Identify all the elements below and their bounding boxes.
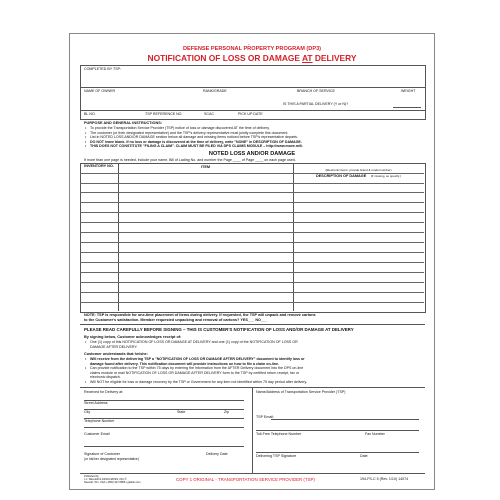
telephone-line[interactable]	[84, 427, 244, 428]
col-item: ITEM	[200, 165, 211, 169]
noted-heading: NOTED LOSS AND/OR DAMAGE	[208, 151, 296, 157]
understand-list	[84, 380, 307, 385]
table-row[interactable]	[80, 252, 424, 253]
tsp-signature-label: Delivering TSP Signature	[256, 454, 297, 458]
table-row[interactable]	[80, 222, 424, 223]
completed-by-label: COMPLETED BY TSP:	[84, 67, 122, 71]
form-title	[70, 53, 434, 63]
branch-label[interactable]: BRANCH OF SERVICE	[297, 89, 335, 93]
understand-item-cont: electronic dispatch.	[90, 375, 121, 379]
table-row[interactable]	[80, 272, 424, 273]
form-number: 194-FS-C 5 (Rev. 1/10) 14074	[360, 477, 409, 481]
table-row[interactable]	[80, 262, 424, 263]
pickup-date-label[interactable]: PICK UP DATE	[238, 112, 263, 116]
purpose-item: • To provide the Transportation Service Provider (TSP) notice of loss or damage discovered AT the time of delivery.	[84, 126, 303, 131]
table-row[interactable]	[80, 212, 424, 213]
bottom-divider	[252, 387, 253, 473]
note-line-1: NOTE: TSP is responsible for one-time placement of items during delivery. If requested, the TSP will unpack and remove cartons	[84, 313, 316, 317]
understand-item-cont: claims module or mail NOTIFICATION OF LOSS OR DAMAGE AFTER DELIVERY form to the TSP by certified return receipt, fax or	[90, 370, 300, 375]
fax-label: Fax Number	[365, 432, 385, 436]
city-label: City	[84, 410, 91, 414]
weight-label[interactable]: WEIGHT	[401, 89, 416, 93]
zip-label: Zip	[224, 410, 229, 414]
partial-delivery-line[interactable]	[393, 107, 421, 108]
email-line[interactable]	[84, 446, 244, 447]
table-row[interactable]	[80, 173, 424, 174]
publisher-line-2: J.J. KELLER & ASSOCIATES, INC.®	[84, 478, 127, 481]
divider	[80, 87, 425, 88]
col-desc-note: (If missing, so specify.)	[370, 174, 401, 178]
tsp-date-label: Date	[360, 454, 368, 458]
received-line[interactable]	[84, 400, 244, 401]
purpose-heading: PURPOSE AND GENERAL INSTRUCTIONS:	[84, 121, 163, 125]
table-row[interactable]	[80, 232, 424, 233]
receipt-item-cont: DAMAGE AFTER DELIVERY.	[90, 344, 138, 349]
signature-sub-label: (or his/her designated representative)	[84, 456, 139, 461]
tsp-email-label: TSP Email:	[256, 415, 274, 419]
table-row[interactable]	[80, 202, 424, 203]
col-divider	[118, 163, 119, 311]
understand-item-cont: damage found after delivery. This notification document will provide instructions on how to file a claim on-line.	[90, 361, 280, 366]
divider	[80, 110, 425, 111]
table-row[interactable]	[80, 282, 424, 283]
street-label: Street Address	[84, 401, 108, 405]
table-row[interactable]	[80, 192, 424, 193]
receipt-item: • One (1) copy of this NOTIFICATION OF LOSS OR DAMAGE AT DELIVERY and one (1) copy of the NOTIFICATION OF LOSS OR	[84, 340, 298, 345]
purpose-list	[84, 126, 303, 149]
purpose-item: • The customer (or their designated representative) and the TSP's delivery representative must jointly complete this document.	[84, 131, 303, 136]
rank-grade-label[interactable]: RANK/GRADE	[203, 89, 227, 93]
col-desc: DESCRIPTION OF DAMAGE	[316, 174, 367, 178]
form-title-pre: NOTIFICATION OF LOSS OR DAMAGE	[147, 53, 302, 63]
by-signing: By signing below, Customer acknowledges receipt of:	[84, 335, 182, 339]
understand-item: • Will receive from the delivering TSP a "NOTIFICATION OF LOSS OR DAMAGE AFTER DELIVERY" document to identify loss or	[84, 357, 305, 362]
program-title: DEFENSE PERSONAL PROPERTY PROGRAM (DP3)	[182, 46, 322, 52]
tsp-name-label: Name/Address of Transportation Service Provider (TSP)	[256, 390, 346, 394]
toll-free-label: Toll-Free Telephone Number	[256, 432, 302, 436]
header-dash: –	[248, 42, 250, 46]
tsp-email-line[interactable]	[271, 419, 419, 420]
divider	[80, 473, 425, 474]
table-row[interactable]	[80, 242, 424, 243]
damage-table	[80, 163, 426, 313]
signature-label: Signature of Customer	[84, 452, 120, 456]
col-inventory: INVENTORY NO.	[84, 164, 114, 168]
telephone-label: Telephone Number	[84, 419, 115, 423]
divider	[80, 324, 425, 325]
understand-item: • Will NOT be eligible for loss or damage recovery by the TSP or Government for any item not identified within 75 day period after delivery.	[84, 380, 307, 385]
purpose-item: • DO NOT leave blank. If no loss or damage is discovered at the time of delivery, write "NONE" in DESCRIPTION OF DAMAGE.	[84, 140, 303, 145]
copy-designation: COPY 1 ORIGINAL - TRANSPORTATION SERVICE PROVIDER (TSP)	[176, 477, 315, 482]
col-desc-sub: (Electronic items, provide brand & model number)	[325, 168, 392, 172]
table-row[interactable]	[80, 183, 424, 184]
form-title-at: AT	[302, 53, 313, 63]
partial-delivery-label[interactable]: IS THIS A PARTIAL DELIVERY (Y or N)?	[283, 102, 349, 106]
publisher-line-3: Neenah, WI • USA • (800) 327-6868 • jjkeller.com	[84, 481, 141, 484]
understands: Customer understands that he/she:	[84, 352, 148, 356]
phone-fax-line[interactable]	[256, 430, 419, 431]
bl-no-label[interactable]: BL NO.	[84, 112, 96, 116]
ack-heading: PLEASE READ CAREFULLY BEFORE SIGNING – THIS IS CUSTOMER'S NOTIFICATION OF LOSS AND/OR DAMAGE AT DELIVERY	[84, 327, 354, 332]
tsp-signature-line[interactable]	[256, 452, 419, 453]
table-row[interactable]	[80, 292, 424, 293]
noted-instruction: If more than one page is needed, include your name, Bill of Lading No. and number the Page ____ of Page ____ on each page used.	[84, 158, 296, 162]
owner-name-label[interactable]: NAME OF OWNER	[84, 89, 116, 93]
understand-item: • Can provide notification to the TSP within 75 days by entering the information from the AFTER Delivery document into the DPS on-line	[84, 366, 303, 371]
col-divider	[293, 163, 294, 311]
purpose-item: • List in NOTED LOSS AND/OR DAMAGE section below all damage and missing items noticed before TSP's representative departs.	[84, 135, 303, 140]
tsp-ref-label[interactable]: TSP REFERENCE NO.	[145, 112, 183, 116]
delivery-date-label: Delivery Date	[206, 452, 228, 456]
form-page	[69, 33, 435, 490]
received-by-label: Received for Delivery at:	[84, 390, 124, 394]
email-label: Customer Email	[84, 432, 110, 436]
purpose-item: • THIS DOES NOT CONSTITUTE "FILING A CLAIM". CLAIM MUST BE FILED VIA DPS CLAIMS MODULE – http://www.move.mil/.	[84, 144, 303, 149]
form-title-post: DELIVERY	[312, 53, 357, 63]
street-line[interactable]	[84, 409, 244, 410]
table-row[interactable]	[80, 302, 424, 303]
scac-label[interactable]: SCAC	[204, 112, 214, 116]
note-line-2: to the Customer's satisfaction. Member requested unpacking and removal of cartons? YES___ NO___	[84, 318, 268, 322]
state-label: State	[177, 410, 186, 414]
publisher-line-1: Published by	[84, 475, 99, 478]
